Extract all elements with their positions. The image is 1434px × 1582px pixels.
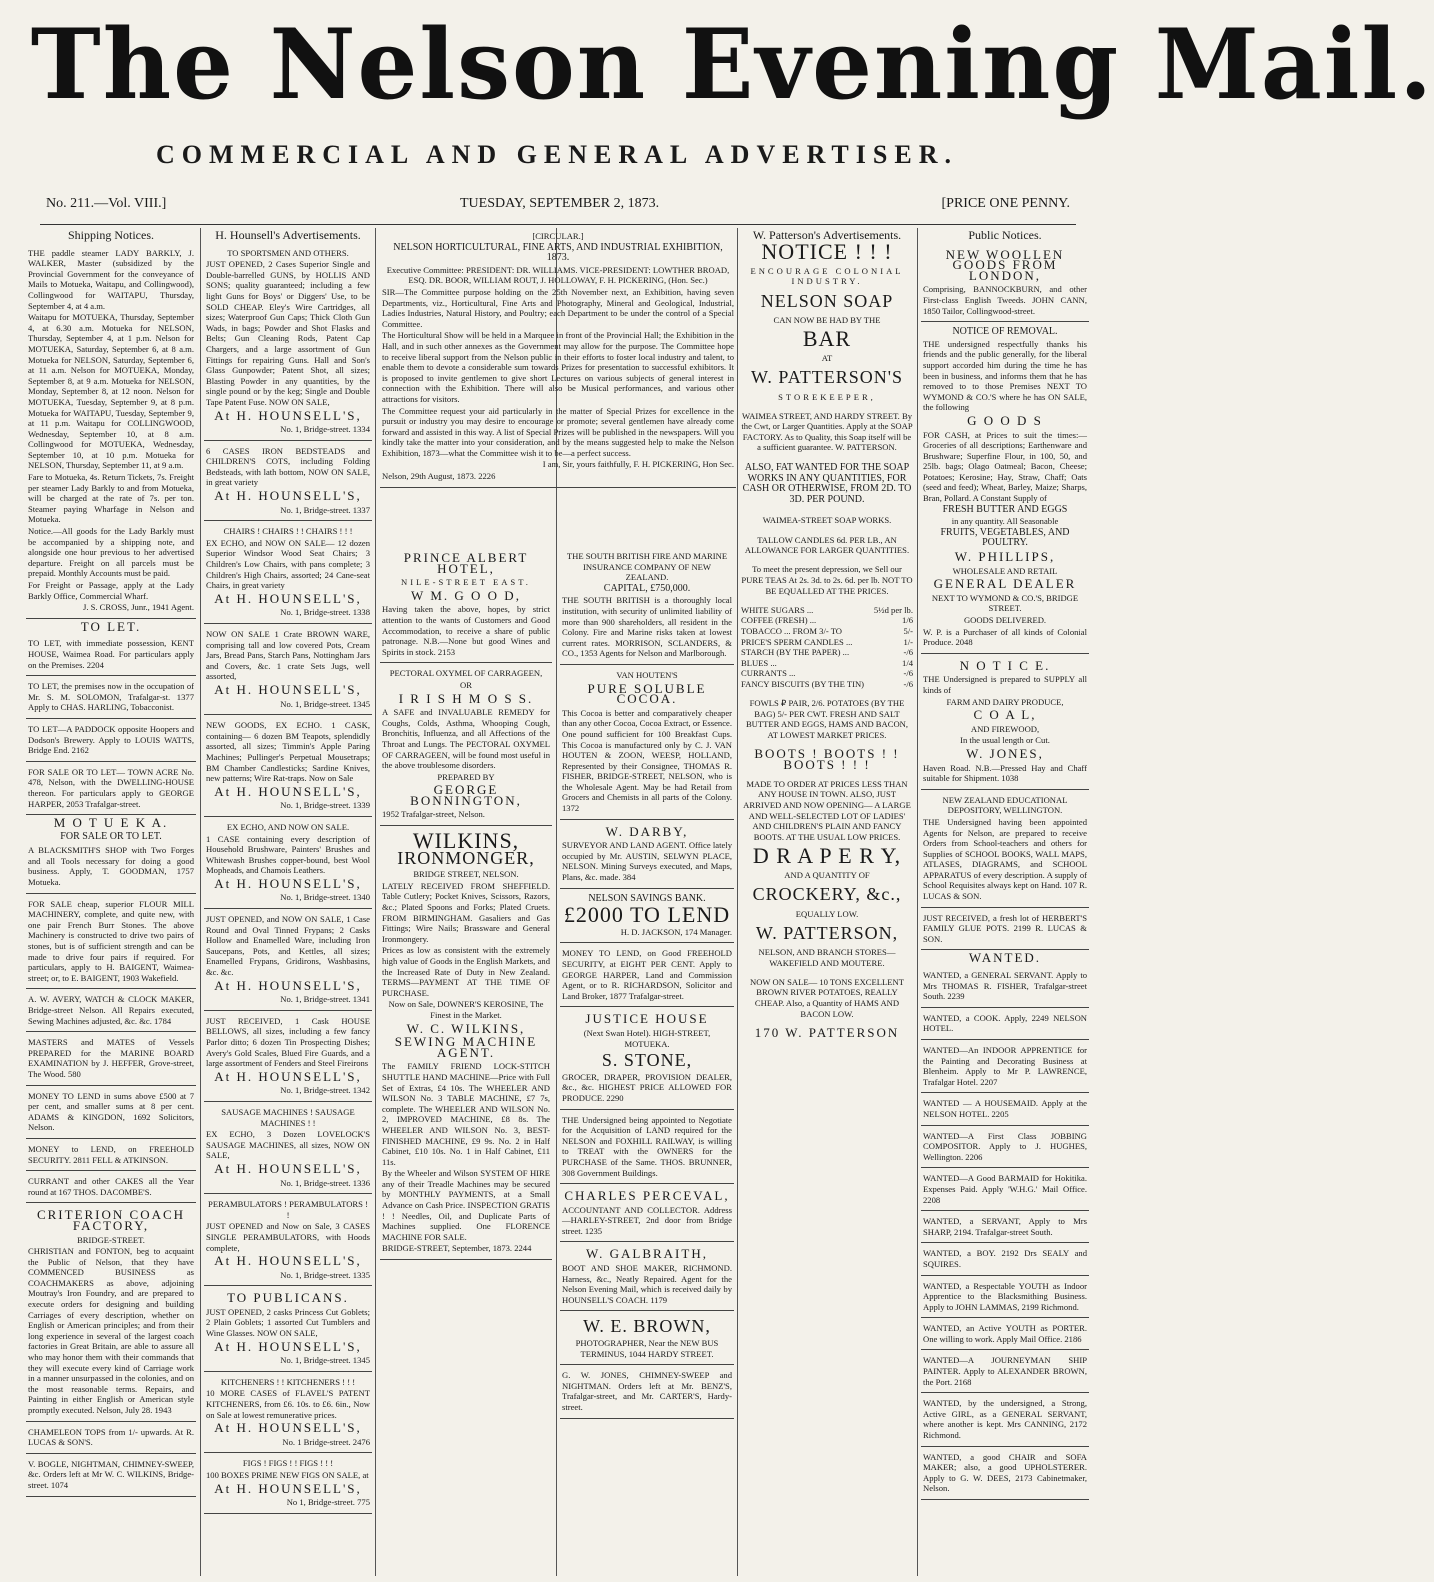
advert: FOR SALE OR TO LET— TOWN ACRE No. 478, Nelson, with the DWELLING-HOUSE thereon. For particulars apply to GEORGE HARPER, 2053 Trafalgar-street.	[26, 764, 196, 815]
section-heading: Shipping Notices.	[68, 228, 154, 242]
advert-cocoa: VAN HOUTEN'S PURE SOLUBLE COCOA. This Cocoa is better and comparatively cheaper than any other Cocoa, Cocoa Extract, or Essence. One pound sufficient for 100 Breakfast Cups. This Cocoa is manufactured only by C. J. VAN HOUTEN & ZOON, WEESP, HOLLAND, Represented by their Consignee, THOMAS R. FISHER, BRIDGE-STREET, NELSON, who is the Wholesale Agent. May be had Retail from Grocers and Chemists in all parts of the Colony. 1372	[560, 667, 734, 820]
advert: MONEY TO LEND in sums above £500 at 7 per cent, and smaller sums at 8 per cent. ADAMS & KINGDON, 1692 Solicitors, Nelson.	[26, 1088, 196, 1139]
section-heading: WANTED.	[968, 950, 1042, 966]
column-divider	[375, 228, 376, 1576]
column-4	[560, 548, 734, 1576]
column-3-left	[380, 548, 552, 1576]
advert: TO LET—A PADDOCK opposite Hoopers and Dodson's Brewery. Apply to LOUIS WATTS, Bridge End. 2162	[26, 721, 196, 762]
price-row: CURRANTS ... -/6	[741, 668, 913, 679]
advert-sausage: SAUSAGE MACHINES ! SAUSAGE MACHINES ! ! EX ECHO, 3 Dozen LOVELOCK'S SAUSAGE MACHINES, all sizes, NOW ON SALE, At H. HOUNSELL'S, No. 1, Bridge-street. 1336	[204, 1104, 372, 1194]
advert-woollen-goods: NEW WOOLLEN GOODS FROM LONDON, Comprising, BANNOCKBURN, and other First-class English Tweeds. JOHN CANN, 1850 Tailor, Collingwood-street.	[921, 245, 1089, 323]
wanted-item: WANTED, an Active YOUTH as PORTER. One willing to work. Apply Mail Office. 2186	[921, 1320, 1089, 1350]
wanted-item: WANTED, a good CHAIR and SOFA MAKER; also, a good UPHOLSTERER. Apply to G. W. DEES, 2173 Cabinetmaker, Nelson.	[921, 1449, 1089, 1500]
wanted-item: WANTED—A Good BARMAID for Hokitika. Expenses Paid. Apply 'W.H.G.' Mail Office. 2208	[921, 1170, 1089, 1211]
advert: V. BOGLE, NIGHTMAN, CHIMNEY-SWEEP, &c. Orders left at Mr W. C. WILKINS, Bridge-street. 1074	[26, 1456, 196, 1497]
price-row: COFFEE (FRESH) ... 1/6	[741, 615, 913, 626]
wanted-item: WANTED, a GENERAL SERVANT. Apply to Mrs THOMAS R. FISHER, Trafalgar-street South. 2239	[921, 967, 1089, 1008]
wanted-item: WANTED—An INDOOR APPRENTICE for the Painting and Decorating Business at Blenheim. Apply to Mr P. LAWRENCE, Trafalgar Hotel. 2207	[921, 1042, 1089, 1093]
price-row: WHITE SUGARS ... 5½d per lb.	[741, 604, 913, 615]
column-divider	[200, 228, 201, 1576]
advert: TO LET, with immediate possession, KENT HOUSE, Waimea Road. For particulars apply on the Premises. 2204	[26, 635, 196, 676]
advert-prince-albert-hotel: PRINCE ALBERT HOTEL, NILE-STREET EAST. W M. G O O D, Having taken the above, hopes, by strict attention to the wants of Customers and Good Accommodation, to receive a share of public patronage. N.B.—None but good Wines and Spirits in stock. 2153	[380, 548, 552, 663]
advert-brownware: NOW ON SALE 1 Crate BROWN WARE, comprising tall and low covered Pots, Cream Jars, Bread Pans, Starch Pans, Nottingham Jars and Covers, &c. 1 crate Sets Jugs, well assorted, At H. HOUNSELL'S, No. 1, Bridge-street. 1345	[204, 626, 372, 715]
advert-coach-factory: CRITERION COACH FACTORY, BRIDGE-STREET. CHRISTIAN and FONTON, beg to acquaint the Public of Nelson, that they have COMMENCED BUSINESS as COACHMAKERS as above, adjoining Moutray's Iron Foundry, and are prepared to execute orders for designing and building Carriages of every description, whether on English or American principles; and from their long experience in several of the largest coach factories in Great Britain, are able to assure all who may honor them with their commands that they will execute every kind of Carriage work in a manner unsurpassed in the colonies, and on the most reasonable terms. Repairs, and Painting in either English or American style promptly executed. Nelson, July 28. 1943	[26, 1205, 196, 1421]
advert: CURRANT and other CAKES all the Year round at 167 THOS. DACOMBE'S.	[26, 1173, 196, 1203]
advert-darby: W. DARBY, SURVEYOR AND LAND AGENT. Office lately occupied by Mr. AUSTIN, SELWYN PLACE, NELSON. Mining Surveys executed, and Maps, Plans, &c. made. 384	[560, 822, 734, 889]
advert-patterson: NOTICE ! ! ! ENCOURAGE COLONIAL INDUSTRY. NELSON SOAP CAN NOW BE HAD BY THE BAR AT W. PATTERSON'S STOREKEEPER, WAIMEA STREET, AND HARDY STREET. By the Cwt, or Larger Quantities. Apply at the SOAP FACTORY. As to Quality, this Soap itself will be a sufficient guarantee. W. PATTERSON. ALSO, FAT WANTED FOR THE SOAP WORKS IN ANY QUANTITIES, FOR CASH OR OTHERWISE, FROM 2D. TO 3D. PER POUND. WAIMEA-STREET SOAP WORKS. TALLOW CANDLES 6d. PER LB., AN ALLOWANCE FOR LARGER QUANTITIES. To meet the present depression, we Sell our PURE TEAS At 2s. 3d. to 2s. 6d. per lb. NOT TO BE EQUALLED AT THE PRICES. WHITE SUGARS ... 5½d per lb. COFFEE (FRESH) ... 1/6 TOBACCO ... FROM 3/- TO 5/- PRICE'S SPERM CANDLES ... 1/- STARCH (BY THE PAPER) ... -/6 BLUES ... 1/4 CURRANTS ... -/6 FANCY BISCUITS (BY THE TIN) -/6 FOWLS ₽ PAIR, 2/6. POTATOES (BY THE BAG) 5/- PER CWT. FRESH AND SALT BUTTER AND EGGS, HAMS AND BACON, AT LOWEST MARKET PRICES. BOOTS ! BOOTS ! ! BOOTS ! ! ! MADE TO ORDER AT PRICES LESS THAN ANY HOUSE IN TOWN. ALSO, JUST ARRIVED AND NOW OPENING— A LARGE AND WELL-SELECTED LOT OF LADIES' AND CHILDREN'S PLAIN AND FANCY BOOTS. AT THE USUAL LOW PRICES. D R A P E R Y, AND A QUANTITY OF CROCKERY, &c., EQUALLY LOW. W. PATTERSON, NELSON, AND BRANCH STORES— WAKEFIELD AND MOUTERE. NOW ON SALE— 10 TONS EXCELLENT BROWN RIVER POTATOES, REALLY CHEAP. Also, a Quantity of HAMS AND BACON LOW. 170 W. PATTERSON	[741, 238, 913, 1040]
advert-kitcheners: KITCHENERS ! ! KITCHENERS ! ! ! 10 MORE CASES of FLAVEL'S PATENT KITCHENERS, from £6. 10s. to £6. 6in., Now on Sale at lowest remunerative prices. At H. HOUNSELL'S, No. 1 Bridge-street. 2476	[204, 1374, 372, 1454]
section-heading: W. Patterson's Advertisements.	[752, 228, 902, 242]
advert-chairs: CHAIRS ! CHAIRS ! ! CHAIRS ! ! ! EX ECHO, and NOW ON SALE— 12 dozen Superior Windsor Wood Seat Chairs; 3 Children's Low Chairs, with pans complete; 3 Children's High Chairs, assorted; 24 Cane-seat Chairs, in great variety At H. HOUNSELL'S, No. 1, Bridge-street. 1338	[204, 523, 372, 624]
advert: JUST RECEIVED, a fresh lot of HERBERT'S FAMILY GLUE POTS. 2199 R. LUCAS & SON.	[921, 910, 1089, 951]
advert-bellows: JUST RECEIVED, 1 Cask HOUSE BELLOWS, all sizes, including a few fancy Parlor ditto; 6 dozen Tin Prospecting Dishes; Avery's Gold Scales, Blued Fire Guards, and a large assortment of Fenders and Steel Fireirons At H. HOUNSELL'S, No. 1, Bridge-street. 1342	[204, 1013, 372, 1102]
price-row: PRICE'S SPERM CANDLES ... 1/-	[741, 636, 913, 647]
newspaper-subtitle: COMMERCIAL AND GENERAL ADVERTISER.	[156, 140, 958, 169]
newspaper-title: The Nelson Evening Mail.	[30, 8, 1434, 121]
advert-notice-jones: N O T I C E. THE Undersigned is prepared to SUPPLY all kinds of FARM AND DAIRY PRODUCE, C O A L, AND FIREWOOD, In the usual length or Cut. W. JONES, Haven Road. N.B.—Pressed Hay and Chaff suitable for Shipment. 1038	[921, 656, 1089, 790]
advert: MONEY to LEND, on FREEHOLD SECURITY. 2811 FELL & ATKINSON.	[26, 1141, 196, 1171]
advert-steamer: THE paddle steamer LADY BARKLY, J. WALKER, Master (subsidized by the Provincial Government for the conveyance of Mails to Motueka, Waitapu, and Collingwood), Collingwood for WAITAPU, Thursday, September 4, at 4 a.m. Waitapu for MOTUEKA, Thursday, September 4, at 6.30 a.m. Motueka for NELSON, Thursday, September 4, at 1 p.m. Nelson for MOTUEKA, Saturday, September 6, at 8 a.m. Motueka for NELSON, Saturday, September 6, at 11 a.m. Nelson for MOTUEKA, Monday, September 8, at 9 a.m. Motueka for NELSON, Monday, September 8, at 12 noon. Nelson for MOTUEKA, Tuesday, September 9, at 8 p.m. Motueka for WAITAPU, Tuesday, September 9, at 11 p.m. Waitapu for COLLINGWOOD, Wednesday, September 10, at 8 a.m. Collingwood for MOTUEKA, Wednesday, September 10, at 10 p.m. Motueka for NELSON, Thursday, September 11, at 9 a.m. Fare to Motueka, 4s. Return Tickets, 7s. Freight per steamer Lady Barkly to and from Motueka, will be charged at the rate of 7s. per ton. Steamer paying Wharfage in Nelson and Motueka. Notice.—All goods for the Lady Barkly must be accompanied by a shipping note, and alongside one hour previous to her advertised departure. Freight on all parcels must be prepaid. Monthly Accounts must be paid. For Freight or Passage, apply at the Lady Barkly Office, Commercial Wharf. J. S. CROSS, Junr., 1941 Agent.	[26, 245, 196, 619]
advert-brown-photographer: W. E. BROWN, PHOTOGRAPHER, Near the NEW BUS TERMINUS, 1044 HARDY STREET.	[560, 1313, 734, 1365]
advert: G. W. JONES, CHIMNEY-SWEEP and NIGHTMAN. Orders left at Mr. BENZ'S, Trafalgar-street, and Mr. CARTER'S, Hardy-street.	[560, 1367, 734, 1418]
advert: THE Undersigned being appointed to Negotiate for the Acquisition of LAND required for the NELSON and FOXHILL RAILWAY, is willing to TREAT with the OWNERS for the PURCHASE of the Same. THOS. BRUNNER, 308 Government Buildings.	[560, 1112, 734, 1185]
advert: CHAMELEON TOPS from 1/- upwards. At R. LUCAS & SON'S.	[26, 1424, 196, 1454]
issue-price: [PRICE ONE PENNY.	[941, 196, 1070, 211]
advert-south-british: THE SOUTH BRITISH FIRE AND MARINE INSURANCE COMPANY OF NEW ZEALAND. CAPITAL, £750,000. THE SOUTH BRITISH is a thoroughly local institution, with security of unlimited liability of more than 900 shareholders, all resident in the Colony. Fire and Marine risks taken at lowest current rates. MORRISON, SCLANDERS, & CO., 1353 Agents for Nelson and Marlborough.	[560, 548, 734, 665]
price-row: FANCY BISCUITS (BY THE TIN) -/6	[741, 678, 913, 689]
masthead	[0, 0, 1434, 195]
price-row: STARCH (BY THE PAPER) ... -/6	[741, 647, 913, 658]
header-rule	[40, 224, 1076, 225]
advert: A. W. AVERY, WATCH & CLOCK MAKER, Bridge-street Nelson. All Repairs executed, Sewing Machines adjusted, &c. &c. 1784	[26, 991, 196, 1032]
advert-savings-bank: NELSON SAVINGS BANK. £2000 TO LEND H. D. JACKSON, 174 Manager.	[560, 891, 734, 944]
advert-figs: FIGS ! FIGS ! ! FIGS ! ! ! 100 BOXES PRIME NEW FIGS ON SALE, at At H. HOUNSELL'S, No 1, Bridge-street. 775	[204, 1455, 372, 1513]
advert-removal: NOTICE OF REMOVAL. THE undersigned respectfully thanks his friends and the public generally, for the liberal support accorded him during the time he has been in business, and informs them that he has removed to to those Premises NEXT TO WYMOND & CO.'S where he has ON SALE, the following G O O D S FOR CASH, at Prices to suit the times:— Groceries of all descriptions; Earthenware and Brushware; Superfine Flour, in 100, 50, and 25lb. bags; Olago Oatmeal; Bacon, Cheese; Potatoes; Kerosine; Hay, Straw, Chaff; Oats (seed and feed); Wheat, Barley, Maize; Sharps, Bran, Pollard. A Constant Supply of FRESH BUTTER AND EGGS in any quantity. All Seasonable FRUITS, VEGETABLES, AND POULTRY. W. PHILLIPS, WHOLESALE AND RETAIL GENERAL DEALER NEXT TO WYMOND & CO.'S, BRIDGE STREET. GOODS DELIVERED. W. P. is a Purchaser of all kinds of Colonial Produce. 2048	[921, 324, 1089, 654]
price-list	[741, 605, 913, 690]
wanted-item: WANTED, by the undersigned, a Strong, Active GIRL, as a GENERAL SERVANT, where another is kept. Mrs CANNING, 2172 Richmond.	[921, 1395, 1089, 1446]
issue-date: TUESDAY, SEPTEMBER 2, 1873.	[460, 196, 660, 211]
section-heading: M O T U E K A.	[53, 815, 169, 831]
issue-number: No. 211.—Vol. VIII.]	[46, 196, 167, 211]
section-heading: TO LET.	[80, 618, 142, 634]
advert-new-goods: NEW GOODS, EX ECHO. 1 CASK, containing— 6 dozen BM Teapots, splendidly assorted, all sizes; Timmin's Apple Paring Machines; Pullinger's Perpetual Mousetraps; BM Chamber Candlesticks; Sardine Knives, new patterns; Wire Rat-traps. Now on Sale At H. HOUNSELL'S, No. 1, Bridge-street. 1339	[204, 717, 372, 817]
advert-irish-moss: PECTORAL OXYMEL OF CARRAGEEN, OR I R I S H M O S S. A SAFE and INVALUABLE REMEDY for Coughs, Colds, Asthma, Whooping Cough, Bronchitis, Influenza, and all Affections of the Throat and Lungs. The PECTORAL OXYMEL OF CARRAGEEN, will be found most useful in the above troublesome disorders. PREPARED BY GEORGE BONNINGTON, 1952 Trafalgar-street, Nelson.	[380, 665, 552, 826]
column-hounsell	[204, 228, 372, 1576]
column-public-notices	[921, 228, 1089, 1576]
advert: FOR SALE cheap, superior FLOUR MILL MACHINERY, complete, and quite new, with one pair French Burr Stones. The above Machinery is constructed to drive two pairs of stones, but is of sufficient strength and can be made to drive four pairs if required. For particulars, apply to H. BAIGENT, Waimea-street; or, to E. BAIGENT, 1903 Wakefield.	[26, 896, 196, 990]
wanted-item: WANTED, a SERVANT, Apply to Mrs SHARP, 2194. Trafalgar-street South.	[921, 1213, 1089, 1243]
advert: TO LET, the premises now in the occupation of Mr. S. M. SOLOMON, Trafalgar-st. 1377 Apply to CHAS. HARLING, Tobacconist.	[26, 678, 196, 719]
section-heading: Public Notices.	[968, 228, 1042, 242]
advert: A BLACKSMITH'S SHOP with Two Forges and all Tools necessary for doing a good business. Apply, T. GOODMAN, 1757 Motueka.	[26, 842, 196, 893]
advert-exhibition-circular: [CIRCULAR.] NELSON HORTICULTURAL, FINE ARTS, AND INDUSTRIAL EXHIBITION, 1873. Executive Committee: PRESIDENT: DR. WILLIAMS. VICE-PRESIDENT: LOWTHER BROAD, ESQ. DR. BOOR, WILLIAM ROUT, J. HOLLOWAY, F. H. PICKERING, (Hon. Sec.) SIR—The Committee purpose holding on the 25th November next, an Exhibition, having seven Departments, viz., Horticultural, Fine Arts and Photography, Mineral and Geological, Industrial, Ladies Industries, Natural History, and Poultry; each Department to be under the control of a Special Committee. The Horticultural Show will be held in a Marquee in front of the Provincial Hall; the Exhibition in the Hall, and in such other annexes as the Government may allow for the purpose. The Committee hope to receive liberal support from the Nelson public in their efforts to foster local industry and talent, to enable them to devote a considerable sum towards Prizes for presentation to successful exhibitors. It is proposed to invite gentlemen to give short Lectures on various subjects of general interest in connection with the Exhibition. There will also be Musical performances, and various other attractions for visitors. The Committee request your aid particularly in the matter of Special Prizes for excellence in the pursuit or industry you may desire to encourage or promote; several gentlemen have already come forward and assisted in this way. A list of Special Prizes will be published in the newspapers. Will you kindly take the matter into your consideration, and by the means suggested help to make the Nelson Exhibition, 1873—what the Committee wish it to be—a perfect success. I am, Sir, yours faithfully, F. H. PICKERING, Hon Sec. Nelson, 29th August, 1873. 2226	[380, 228, 736, 488]
advert-frypans: JUST OPENED, and NOW ON SALE, 1 Case Round and Oval Tinned Frypans; 2 Casks Hollow and Enamelled Ware, including Iron Saucepans, Pots, and Kettles, all sizes; Enamelled Frypans, Gridirons, Washbasins, &c. &c. At H. HOUNSELL'S, No. 1, Bridge-street. 1341	[204, 911, 372, 1011]
advert-brushware: EX ECHO, AND NOW ON SALE. 1 CASE containing every description of Household Brushware, Painters' Brushes and Whitewash Brushes copper-bound, best Wool Mopheads, and Chamois Leathers. At H. HOUNSELL'S, No. 1, Bridge-street. 1340	[204, 819, 372, 909]
wanted-item: WANTED, a BOY. 2192 Drs SEALY and SQUIRES.	[921, 1245, 1089, 1275]
wanted-item: WANTED—A First Class JOBBING COMPOSITOR. Apply to J. HUGHES, Wellington. 2206	[921, 1128, 1089, 1169]
column-patterson	[741, 228, 913, 1576]
advert-perceval: CHARLES PERCEVAL, ACCOUNTANT AND COLLECTOR. Address—HARLEY-STREET, 2nd door from Bridge street. 1235	[560, 1186, 734, 1242]
price-row: TOBACCO ... FROM 3/- TO 5/-	[741, 625, 913, 636]
price-row: BLUES ... 1/4	[741, 657, 913, 668]
advert-wilkins: WILKINS, IRONMONGER, BRIDGE STREET, NELSON. LATELY RECEIVED FROM SHEFFIELD. Table Cutlery; Pocket Knives, Scissors, Razors, &c.; Plated Spoons and Forks; Plated Cruets. FROM BIRMINGHAM. Gasaliers and Gas Fittings; Wire Nails; Brassware and General Ironmongery. Prices as low as consistent with the extremely high value of Goods in the English Markets, and the Increased Rate of Duty in New Zealand. TERMS—PAYMENT AT THE TIME OF PURCHASE. Now on Sale, DOWNER'S KEROSINE, The Finest in the Market. W. C. WILKINS, SEWING MACHINE AGENT. The FAMILY FRIEND LOCK-STITCH SHUTTLE HAND MACHINE—Price with Full Set of Extras, £4 10s. The WHEELER AND WILSON No. 3 TABLE MACHINE, £7 7s, complete. The WHEELER AND WILSON No. 2, IMPROVED MACHINE, £8 8s. The WHEELER AND WILSON No. 3, BEST-FINISHED MACHINE, £9 9s. No. 2 in Half Cabinet, £10 10s. No. 1 in Half Cabinet, £11 11s. By the Wheeler and Wilson SYSTEM OF HIRE any of their Treadle Machines may be secured by MONTHLY PAYMENTS, at a Small Advance on Cash Price. INSPECTION GRATIS ! ! Needles, Oil, and Duplicate Parts of Machines supplied. One FLORENCE MACHINE FOR SALE. BRIDGE-STREET, September, 1873. 2244	[380, 828, 552, 1260]
advert-justice-house: JUSTICE HOUSE (Next Swan Hotel). HIGH-STREET, MOTUEKA. S. STONE, GROCER, DRAPER, PROVISION DEALER, &c., &c. HIGHEST PRICE ALLOWED FOR PRODUCE. 2290	[560, 1009, 734, 1109]
wanted-item: WANTED, a Respectable YOUTH as Indoor Apprentice to the Blacksmithing Business. Apply to JOHN LAMMAS, 2199 Richmond.	[921, 1278, 1089, 1319]
advert: MASTERS and MATES of Vessels PREPARED for the MARINE BOARD EXAMINATION by J. HEFFER, Grove-street, The Wood. 580	[26, 1034, 196, 1085]
column-shipping	[26, 228, 196, 1576]
advert: MONEY TO LEND, on Good FREEHOLD SECURITY, at EIGHT PER CENT. Apply to GEORGE HARPER, Land and Commission Agent, or to R. RICHARDSON, Solicitor and Land Broker, 1877 Trafalgar-street.	[560, 945, 734, 1007]
advert-guns: TO SPORTSMEN AND OTHERS. JUST OPENED, 2 Cases Superior Single and Double-barrelled GUNS, by HOLLIS AND SONS; quality guaranteed; including a few light Guns for Boys' or Diggers' Use, to be SOLD CHEAP. Eley's Wire Cartridges, all sizes; Waterproof Gun Caps; Thick Cloth Gun Wads, in bags; Powder and Shot Flasks and Belts; Gun Cleaning Rods, Patent Cap Chargers, and a large assortment of Gun Fittings for repairing Guns. Hall and Son's Glass Gunpowder; Patent Shot, all sizes; Blasting Powder in any quantities, by the single pound or by the keg; Single and Double Tape Patent Fuse. NOW ON SALE, At H. HOUNSELL'S, No. 1, Bridge-street. 1334	[204, 245, 372, 441]
advert-educational-depository: NEW ZEALAND EDUCATIONAL DEPOSITORY, WELLINGTON. THE Undersigned having been appointed Agents for Nelson, are prepared to receive Orders from School-teachers and others for Supplies of SCHOOL BOOKS, WALL MAPS, ATLASES, DIAGRAMS, and SCHOOL APPARATUS of every description. A supply of School Requisites always kept on Hand. 107 R. LUCAS & SON.	[921, 792, 1089, 908]
advert-publicans: TO PUBLICANS. JUST OPENED, 2 casks Princess Cut Goblets; 2 Plain Goblets; 1 assorted Cut Tumblers and Wine Glasses. NOW ON SALE, At H. HOUNSELL'S, No. 1, Bridge-street. 1345	[204, 1288, 372, 1372]
subheading: FOR SALE OR TO LET.	[60, 830, 162, 842]
section-heading: H. Hounsell's Advertisements.	[215, 228, 361, 242]
advert-perambulators: PERAMBULATORS ! PERAMBULATORS ! ! JUST OPENED and Now on Sale, 3 CASES SINGLE PERAMBULATORS, with Hoods complete, At H. HOUNSELL'S, No. 1, Bridge-street. 1335	[204, 1196, 372, 1286]
advert-galbraith: W. GALBRAITH, BOOT AND SHOE MAKER, RICHMOND. Harness, &c., Neatly Repaired. Agent for the Nelson Evening Mail, which is received daily by HOUNSELL'S COACH. 1179	[560, 1244, 734, 1311]
wanted-item: WANTED — A HOUSEMAID. Apply at the NELSON HOTEL. 2205	[921, 1095, 1089, 1125]
column-divider	[917, 228, 918, 1576]
wanted-item: WANTED—A JOURNEYMAN SHIP PAINTER. Apply to ALEXANDER BROWN, the Port. 2168	[921, 1352, 1089, 1393]
wanted-item: WANTED, a COOK. Apply, 2249 NELSON HOTEL.	[921, 1010, 1089, 1040]
column-divider	[737, 228, 738, 1576]
advert-bedsteads: 6 CASES IRON BEDSTEADS and CHILDREN'S COTS, including Folding Bedsteads, with lath bottom, NOW ON SALE, in great variety At H. HOUNSELL'S, No. 1, Bridge-street. 1337	[204, 443, 372, 522]
dateline	[40, 196, 1076, 220]
